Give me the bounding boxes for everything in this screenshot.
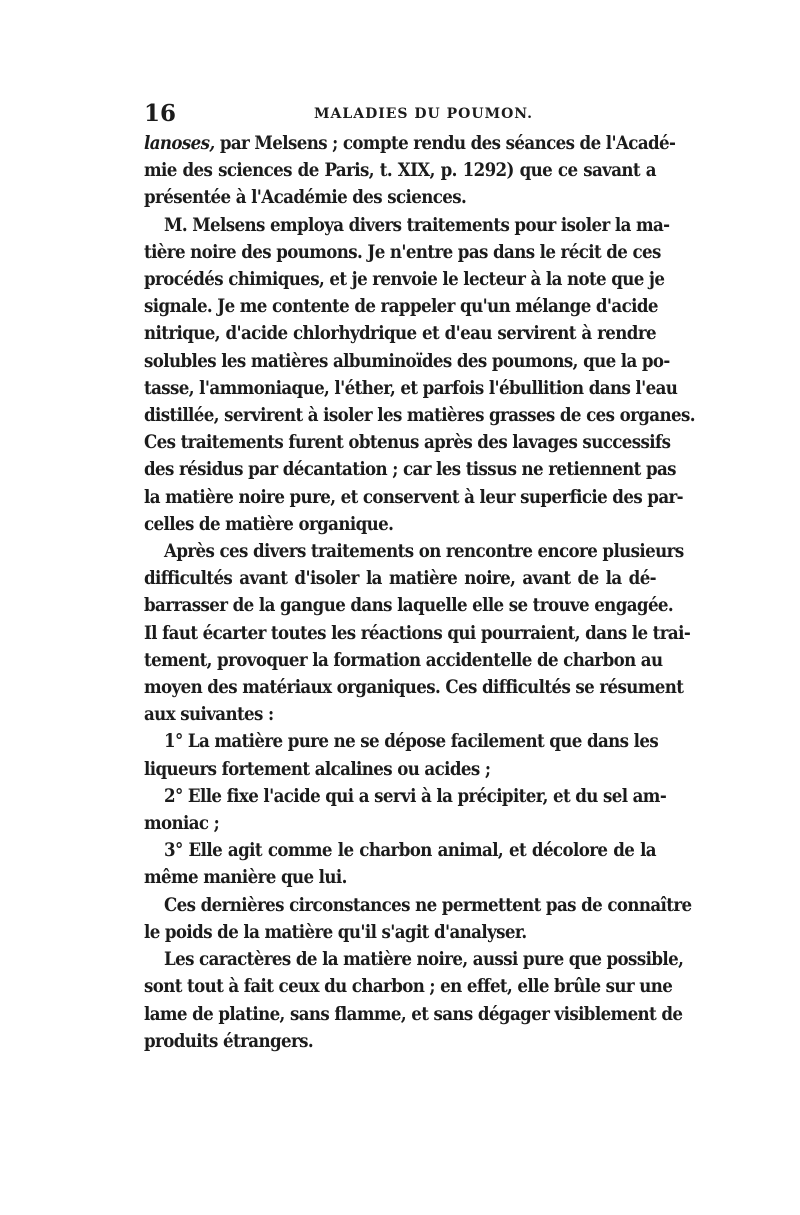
text-line: [144, 892, 692, 919]
text-line: [144, 348, 670, 375]
page-header: [144, 100, 664, 128]
line-text: distillée, servirent à isoler les matières grasses de ces organes.: [144, 405, 695, 427]
paragraph: [144, 728, 659, 782]
paragraph: [144, 783, 667, 837]
line-text: aux suivantes :: [144, 704, 274, 726]
text-line: [144, 620, 691, 647]
line-text: par Melsens ; compte rendu des séances de l'Acadé-: [214, 133, 676, 154]
text-line: [144, 456, 676, 483]
text-line: [144, 946, 684, 973]
line-text: M. Melsens employa divers traitements pour isoler la ma-: [164, 214, 670, 236]
text-line: [144, 837, 656, 864]
line-text: Ces dernières circonstances ne permettent pas de connaître: [164, 894, 692, 916]
line-text: mie des sciences de Paris, t. XIX, p. 1292) que ce savant a: [144, 160, 656, 182]
text-line: [144, 130, 676, 157]
line-text: liqueurs fortement alcalines ou acides ;: [144, 758, 491, 780]
text-line: [144, 402, 695, 429]
text-line: [144, 157, 656, 184]
text-line: [144, 266, 665, 293]
text-line: [144, 239, 661, 266]
text-line: [144, 320, 656, 347]
text-line: [144, 592, 674, 619]
line-text: des résidus par décantation ; car les tissus ne retiennent pas: [144, 459, 676, 481]
line-text: la matière noire pure, et conservent à leur superficie des par-: [144, 486, 683, 508]
text-line: [144, 511, 656, 538]
paragraph: [144, 538, 691, 728]
text-line: [144, 375, 678, 402]
line-text: tement, provoquer la formation accidentelle de charbon au: [144, 649, 663, 671]
text-line: [144, 565, 656, 592]
line-text: moniac ;: [144, 813, 220, 835]
line-text: nitrique, d'acide chlorhydrique et d'eau servirent à rendre: [144, 323, 656, 345]
text-line: [144, 864, 656, 891]
line-text: solubles les matières albuminoïdes des poumons, que la po-: [144, 350, 670, 372]
text-line: [144, 1028, 656, 1055]
running-title: MALADIES DU POUMON.: [314, 106, 534, 122]
line-text: produits étrangers.: [144, 1030, 314, 1052]
paragraph: [144, 892, 692, 946]
text-line: [144, 184, 656, 211]
text-line: [144, 674, 684, 701]
line-text: 3° Elle agit comme le charbon animal, et décolore de la: [164, 840, 656, 862]
text-line: [144, 973, 673, 1000]
text-line: [144, 293, 656, 320]
body-text: [144, 130, 695, 1055]
line-text: 1° La matière pure ne se dépose facilement que dans les: [164, 731, 659, 753]
text-line: [144, 1001, 683, 1028]
text-line: [144, 212, 670, 239]
paragraph: [144, 946, 684, 1055]
line-text: celles de matière organique.: [144, 513, 394, 535]
line-text: tière noire des poumons. Je n'entre pas dans le récit de ces: [144, 241, 661, 263]
line-text: sont tout à fait ceux du charbon ; en effet, elle brûle sur une: [144, 976, 673, 998]
line-text: Les caractères de la matière noire, aussi pure que possible,: [164, 949, 684, 971]
text-line: [144, 538, 684, 565]
line-text: procédés chimiques, et je renvoie le lecteur à la note que je: [144, 269, 665, 291]
line-text: même manière que lui.: [144, 867, 347, 889]
text-line: [144, 728, 659, 755]
text-line: [144, 756, 656, 783]
paragraph: [144, 212, 695, 538]
line-text: le poids de la matière qu'il s'agit d'analyser.: [144, 921, 527, 943]
text-line: [144, 701, 656, 728]
line-text: présentée à l'Académie des sciences.: [144, 187, 467, 209]
paragraph: [144, 130, 676, 212]
text-line: [144, 783, 667, 810]
line-text: moyen des matériaux organiques. Ces difficultés se résument: [144, 677, 684, 699]
paragraph: [144, 837, 656, 891]
text-line: [144, 429, 671, 456]
line-text: tasse, l'ammoniaque, l'éther, et parfois l'ébullition dans l'eau: [144, 377, 678, 399]
text-line: [144, 484, 683, 511]
line-text: Après ces divers traitements on rencontre encore plusieurs: [164, 541, 684, 563]
text-line: [144, 810, 656, 837]
page-number: 16: [144, 100, 177, 127]
line-text: signale. Je me contente de rappeler qu'un mélange d'acide: [144, 296, 658, 318]
line-text: difficultés avant d'isoler la matière noire, avant de la dé-: [144, 568, 656, 590]
line-text: barrasser de la gangue dans laquelle elle se trouve engagée.: [144, 595, 674, 617]
text-line: [144, 919, 656, 946]
line-text: 2° Elle fixe l'acide qui a servi à la précipiter, et du sel am-: [164, 785, 667, 807]
italic-fragment: lanoses,: [144, 133, 215, 154]
line-text: Il faut écarter toutes les réactions qui pourraient, dans le trai-: [144, 622, 691, 644]
line-text: lame de platine, sans flamme, et sans dégager visiblement de: [144, 1003, 683, 1025]
line-text: Ces traitements furent obtenus après des lavages successifs: [144, 432, 671, 454]
text-line: [144, 647, 663, 674]
